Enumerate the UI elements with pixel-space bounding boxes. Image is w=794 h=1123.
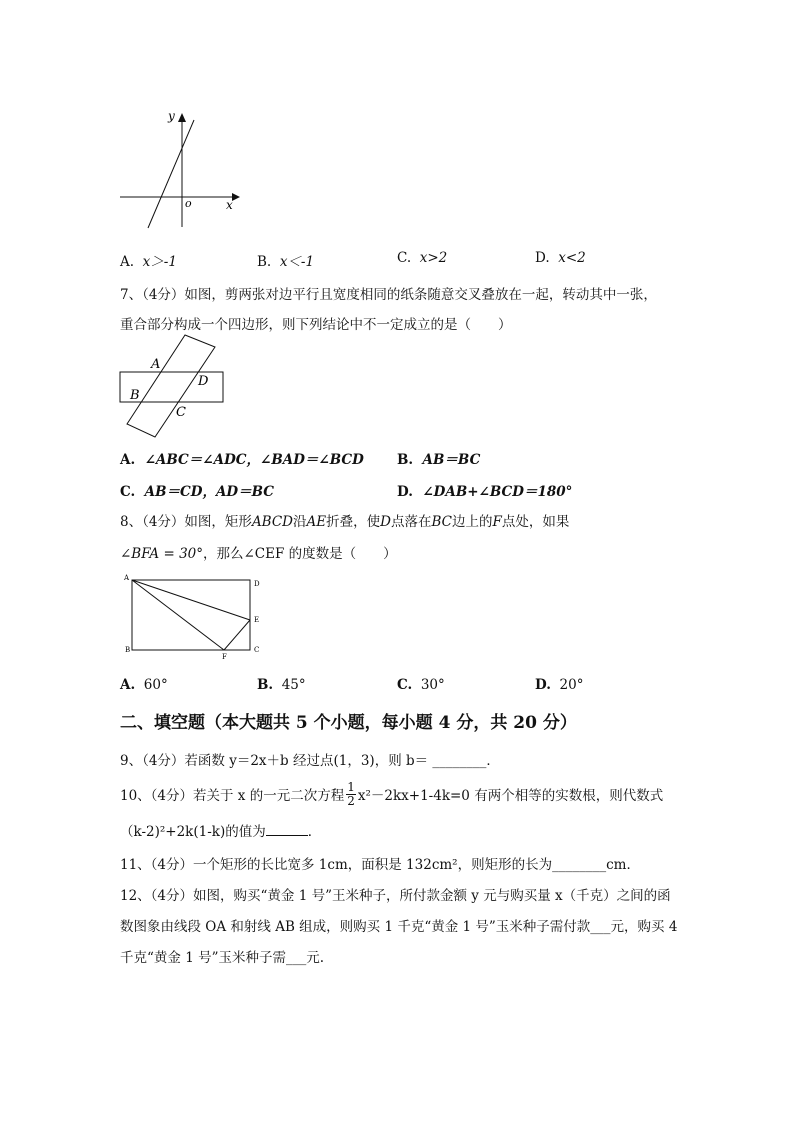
q11-stem: 11、（4分）一个矩形的长比宽多 1cm，面积是 132cm²，则矩形的长为________cm． [120, 857, 640, 873]
option-text: 20° [559, 677, 584, 693]
math-bc: BC [431, 514, 452, 530]
q7-strips-figure [115, 333, 230, 445]
option-text: 30° [420, 677, 445, 693]
q8-option-a[interactable] [120, 677, 168, 693]
math-abcd: ABCD [251, 514, 294, 530]
option-letter: B. [257, 677, 274, 693]
option-letter: D. [535, 250, 550, 266]
y-label: y [168, 109, 175, 123]
option-text: ∠DAB+∠BCD＝180° [422, 484, 573, 500]
q7-option-c[interactable] [120, 480, 274, 500]
q8-stem-line-2 [120, 542, 397, 562]
q7-stem-line-2: 重合部分构成一个四边形，则下列结论中不一定成立的是（ ） [120, 317, 512, 333]
label-b: B [125, 646, 131, 654]
stem-text: 点处，如果 [501, 514, 570, 530]
q8-rectangle-figure [120, 570, 270, 665]
q8-option-b[interactable] [257, 677, 306, 693]
option-text: x<2 [558, 250, 586, 266]
q9-stem: 9、（4分）若函数 y＝2x＋b 经过点(1，3)，则 b＝ ________． [120, 753, 500, 769]
q8-stem-line-1 [120, 510, 569, 530]
option-text: AB＝BC [422, 452, 481, 468]
option-text: x＜-1 [279, 254, 315, 270]
graph-line [148, 120, 194, 228]
option-letter: B. [397, 452, 414, 468]
label-d: D [198, 374, 209, 389]
option-letter: A. [120, 452, 136, 468]
q12-stem-line-1: 12、（4分）如图，购买“黄金 1 号”王米种子，所付款金额 y 元与购买量 x（千克）之间的函 [120, 888, 671, 904]
q8-option-d[interactable] [535, 677, 583, 693]
q10-stem-line-2 [120, 820, 321, 840]
x-axis-arrow-icon [232, 193, 240, 201]
origin-label: o [185, 197, 192, 210]
q6-option-d[interactable] [535, 250, 586, 266]
stem-text: 边上的 [451, 514, 493, 530]
stem-text: 8、（4分）如图，矩形 [120, 514, 252, 530]
option-letter: C. [397, 677, 413, 693]
stem-text: （k-2)²+2k(1-k)的值为 [120, 824, 266, 840]
x-label: x [226, 198, 233, 212]
label-f: F [222, 653, 227, 661]
stem-text: 沿 [293, 514, 307, 530]
label-c: C [176, 405, 186, 420]
answer-blank[interactable] [266, 823, 308, 836]
q6-graph-figure [110, 100, 250, 235]
segment-af [132, 580, 224, 650]
math-ae: AE [306, 514, 327, 530]
label-e: E [254, 616, 260, 624]
option-text: 60° [143, 677, 168, 693]
label-c: C [254, 646, 260, 654]
fraction-denominator: 2 [347, 793, 355, 808]
fraction-one-half [346, 781, 356, 808]
q7-option-b[interactable] [397, 448, 480, 468]
option-letter: A. [120, 677, 136, 693]
option-letter: B. [257, 254, 272, 270]
option-text: x＞-1 [142, 254, 177, 270]
q7-stem-line-1: 7、（4分）如图，剪两张对边平行且宽度相同的纸条随意交叉叠放在一起，转动其中一张， [120, 287, 657, 303]
stem-text: 折叠，使 [326, 514, 381, 530]
label-a: A [151, 357, 161, 372]
option-text: 45° [281, 677, 306, 693]
q8-option-c[interactable] [397, 677, 445, 693]
stem-text: x²－2kx+1-4k=0 有两个相等的实数根，则代数式 [357, 788, 664, 804]
y-axis-arrow-icon [178, 113, 186, 122]
stem-text: 点落在 [390, 514, 432, 530]
q6-option-c[interactable] [397, 250, 447, 266]
label-a: A [124, 574, 130, 582]
section-2-heading: 二、填空题（本大题共 5 个小题，每小题 4 分，共 20 分） [120, 713, 577, 733]
math-f: F [492, 514, 502, 530]
fraction-numerator: 1 [347, 779, 355, 794]
math-d: D [380, 514, 391, 530]
option-letter: A. [120, 254, 135, 270]
q7-option-d[interactable] [397, 480, 572, 500]
q6-option-b[interactable] [257, 250, 314, 270]
q12-stem-line-3: 千克“黄金 1 号”玉米种子需___元. [120, 950, 325, 966]
label-d: D [254, 580, 260, 588]
math-angle: ∠BFA = 30° [120, 546, 203, 562]
label-b: B [130, 388, 140, 403]
stem-text: 10、（4分）若关于 x 的一元二次方程 [120, 788, 345, 804]
option-text: ∠ABC＝∠ADC，∠BAD＝∠BCD [144, 452, 364, 468]
q10-stem-line-1 [120, 778, 663, 810]
segment-fe [224, 620, 250, 650]
option-letter: C. [397, 250, 412, 266]
option-letter: C. [120, 484, 136, 500]
option-text: AB＝CD，AD＝BC [144, 484, 275, 500]
option-letter: D. [397, 484, 413, 500]
q12-stem-line-2: 数图象由线段 OA 和射线 AB 组成，则购买 1 千克“黄金 1 号”玉米种子需付款___元，购买 4 [120, 919, 678, 935]
q6-option-a[interactable] [120, 250, 177, 270]
stem-text: ，那么∠CEF 的度数是（ ） [203, 546, 397, 562]
rectangle-abcd [132, 580, 250, 650]
option-letter: D. [535, 677, 551, 693]
stem-text: ． [307, 824, 322, 840]
segment-ae [132, 580, 250, 620]
option-text: x>2 [419, 250, 448, 266]
q7-option-a[interactable] [120, 448, 364, 468]
